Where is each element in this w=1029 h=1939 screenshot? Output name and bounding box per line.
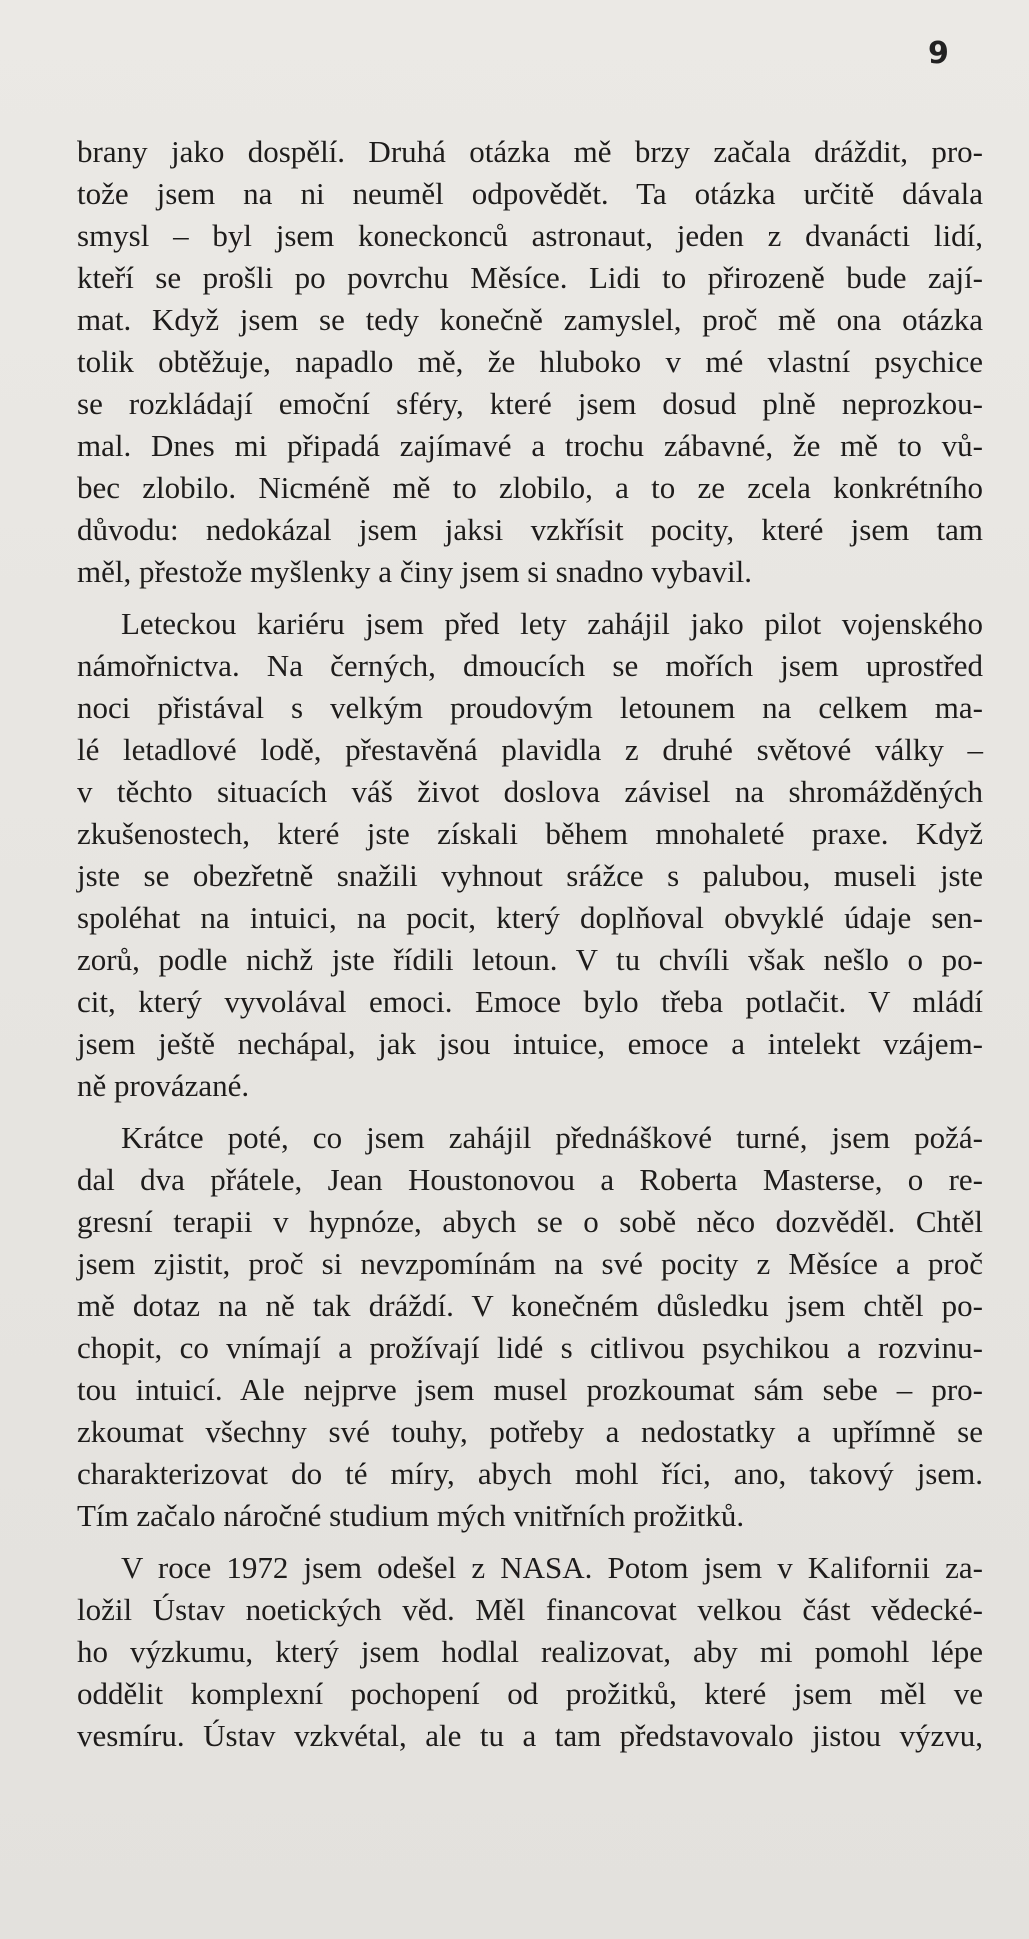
paragraph (77, 1547, 983, 1757)
text-line: zorů, podle nichž jste řídili letoun. V tu chvíli však nešlo o po- (77, 942, 983, 977)
text-line: tou intuicí. Ale nejprve jsem musel prozkoumat sám sebe – pro- (77, 1372, 983, 1407)
text-line: spoléhat na intuici, na pocit, který doplňoval obvyklé údaje sen- (77, 900, 983, 935)
text-line: ho výzkumu, který jsem hodlal realizovat, aby mi pomohl lépe (77, 1634, 983, 1669)
text-line: měl, přestože myšlenky a činy jsem si snadno vybavil. (77, 554, 752, 589)
paragraph (77, 1117, 983, 1537)
page-number: 9 (928, 36, 949, 71)
text-line: V roce 1972 jsem odešel z NASA. Potom jsem v Kalifornii za- (121, 1550, 983, 1585)
text-line: bec zlobilo. Nicméně mě to zlobilo, a to ze zcela konkrétního (77, 470, 983, 505)
text-line: ně provázané. (77, 1068, 250, 1103)
text-line: jsem zjistit, proč si nevzpomínám na své pocity z Měsíce a proč (77, 1246, 983, 1281)
text-line: námořnictva. Na černých, dmoucích se mořích jsem uprostřed (77, 648, 983, 683)
text-line: chopit, co vnímají a prožívají lidé s citlivou psychikou a rozvinu- (77, 1330, 983, 1365)
text-line: tože jsem na ni neuměl odpovědět. Ta otázka určitě dávala (77, 176, 983, 211)
text-line: v těchto situacích váš život doslova závisel na shromážděných (77, 774, 983, 809)
paragraph (77, 131, 983, 593)
text-line: brany jako dospělí. Druhá otázka mě brzy začala dráždit, pro- (77, 134, 983, 169)
text-line: kteří se prošli po povrchu Měsíce. Lidi to přirozeně bude zají- (77, 260, 983, 295)
text-line: gresní terapii v hypnóze, abych se o sobě něco dozvěděl. Chtěl (77, 1204, 983, 1239)
text-line: tolik obtěžuje, napadlo mě, že hluboko v mé vlastní psychice (77, 344, 983, 379)
text-line: vesmíru. Ústav vzkvétal, ale tu a tam představovalo jistou výzvu, (77, 1718, 983, 1753)
text-line: dal dva přátele, Jean Houstonovou a Roberta Masterse, o re- (77, 1162, 983, 1197)
text-line: lé letadlové lodě, přestavěná plavidla z druhé světové války – (77, 732, 983, 767)
text-line: jsem ještě nechápal, jak jsou intuice, emoce a intelekt vzájem- (77, 1026, 983, 1061)
text-line: mat. Když jsem se tedy konečně zamyslel, proč mě ona otázka (77, 302, 983, 337)
text-line: mě dotaz na ně tak dráždí. V konečném důsledku jsem chtěl po- (77, 1288, 983, 1323)
text-line: zkušenostech, které jste získali během mnohaleté praxe. Když (77, 816, 983, 851)
text-line: se rozkládají emoční sféry, které jsem dosud plně neprozkou- (77, 386, 983, 421)
text-line: cit, který vyvolával emoci. Emoce bylo třeba potlačit. V mládí (77, 984, 983, 1019)
text-line: důvodu: nedokázal jsem jaksi vzkřísit pocity, které jsem tam (77, 512, 983, 547)
text-line: oddělit komplexní pochopení od prožitků, které jsem měl ve (77, 1676, 983, 1711)
text-line: Leteckou kariéru jsem před lety zahájil jako pilot vojenského (121, 606, 983, 641)
paragraph (77, 603, 983, 1107)
text-line: noci přistával s velkým proudovým letounem na celkem ma- (77, 690, 983, 725)
text-line: jste se obezřetně snažili vyhnout srážce s palubou, museli jste (77, 858, 983, 893)
body-text (77, 131, 983, 1767)
text-line: Krátce poté, co jsem zahájil přednáškové turné, jsem požá- (121, 1120, 983, 1155)
text-line: mal. Dnes mi připadá zajímavé a trochu zábavné, že mě to vů- (77, 428, 983, 463)
text-line: charakterizovat do té míry, abych mohl říci, ano, takový jsem. (77, 1456, 983, 1491)
text-line: smysl – byl jsem koneckonců astronaut, jeden z dvanácti lidí, (77, 218, 983, 253)
text-line: Tím začalo náročné studium mých vnitřních prožitků. (77, 1498, 745, 1533)
text-line: ložil Ústav noetických věd. Měl financovat velkou část vědecké- (77, 1592, 983, 1627)
text-line: zkoumat všechny své touhy, potřeby a nedostatky a upřímně se (77, 1414, 983, 1449)
